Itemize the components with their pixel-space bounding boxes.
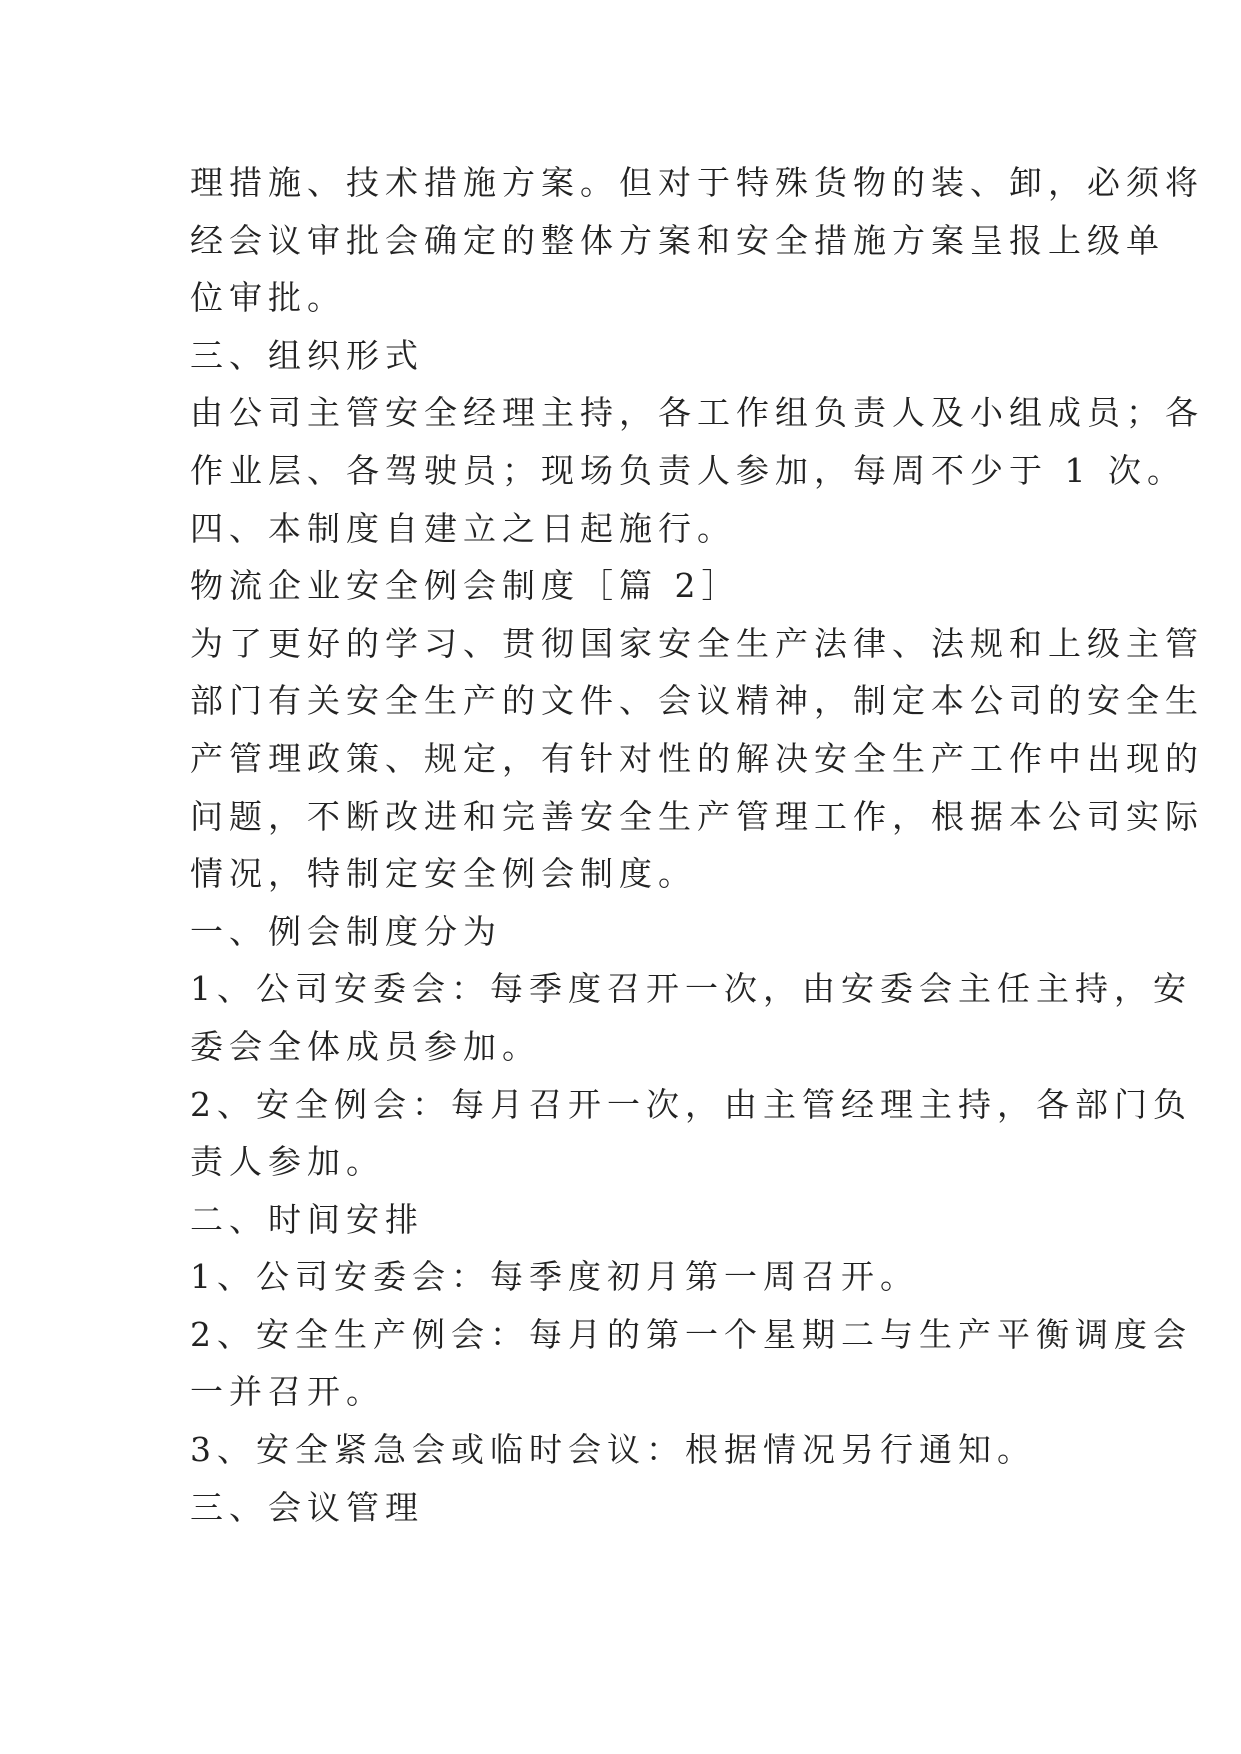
list-item: 1、公司安委会：每季度初月第一周召开。 [190, 1257, 919, 1297]
text-line: 问题，不断改进和完善安全生产管理工作，根据本公司实际 [190, 796, 1204, 836]
text-line: 产管理政策、规定，有针对性的解决安全生产工作中出现的 [190, 738, 1204, 778]
text-line: 位审批。 [190, 278, 346, 318]
document-title: 物流企业安全例会制度［篇 2］ [190, 566, 741, 606]
list-item: 2、安全生产例会：每月的第一个星期二与生产平衡调度会 [190, 1314, 1192, 1354]
text-line: 委会全体成员参加。 [190, 1026, 541, 1066]
text-line: 作业层、各驾驶员；现场负责人参加，每周不少于 1 次。 [190, 450, 1186, 490]
list-item: 2、安全例会：每月召开一次，由主管经理主持，各部门负 [190, 1084, 1192, 1124]
list-item: 3、安全紧急会或临时会议：根据情况另行通知。 [190, 1430, 1036, 1470]
section-heading: 一、例会制度分为 [190, 911, 502, 951]
text-line: 情况，特制定安全例会制度。 [190, 854, 697, 894]
section-heading: 三、组织形式 [190, 335, 424, 375]
text-line: 责人参加。 [190, 1142, 385, 1182]
text-line: 一并召开。 [190, 1372, 385, 1412]
list-item: 1、公司安委会：每季度召开一次，由安委会主任主持，安 [190, 969, 1192, 1009]
text-line: 由公司主管安全经理主持，各工作组负责人及小组成员；各 [190, 393, 1204, 433]
text-line: 理措施、技术措施方案。但对于特殊货物的装、卸，必须将 [190, 163, 1204, 202]
section-heading: 二、时间安排 [190, 1199, 424, 1239]
text-line: 经会议审批会确定的整体方案和安全措施方案呈报上级单 [190, 220, 1165, 260]
document-body [190, 154, 1204, 1536]
section-heading: 四、本制度自建立之日起施行。 [190, 508, 736, 548]
text-line: 部门有关安全生产的文件、会议精神，制定本公司的安全生 [190, 681, 1204, 721]
text-line: 为了更好的学习、贯彻国家安全生产法律、法规和上级主管 [190, 623, 1204, 663]
section-heading: 三、会议管理 [190, 1487, 424, 1527]
